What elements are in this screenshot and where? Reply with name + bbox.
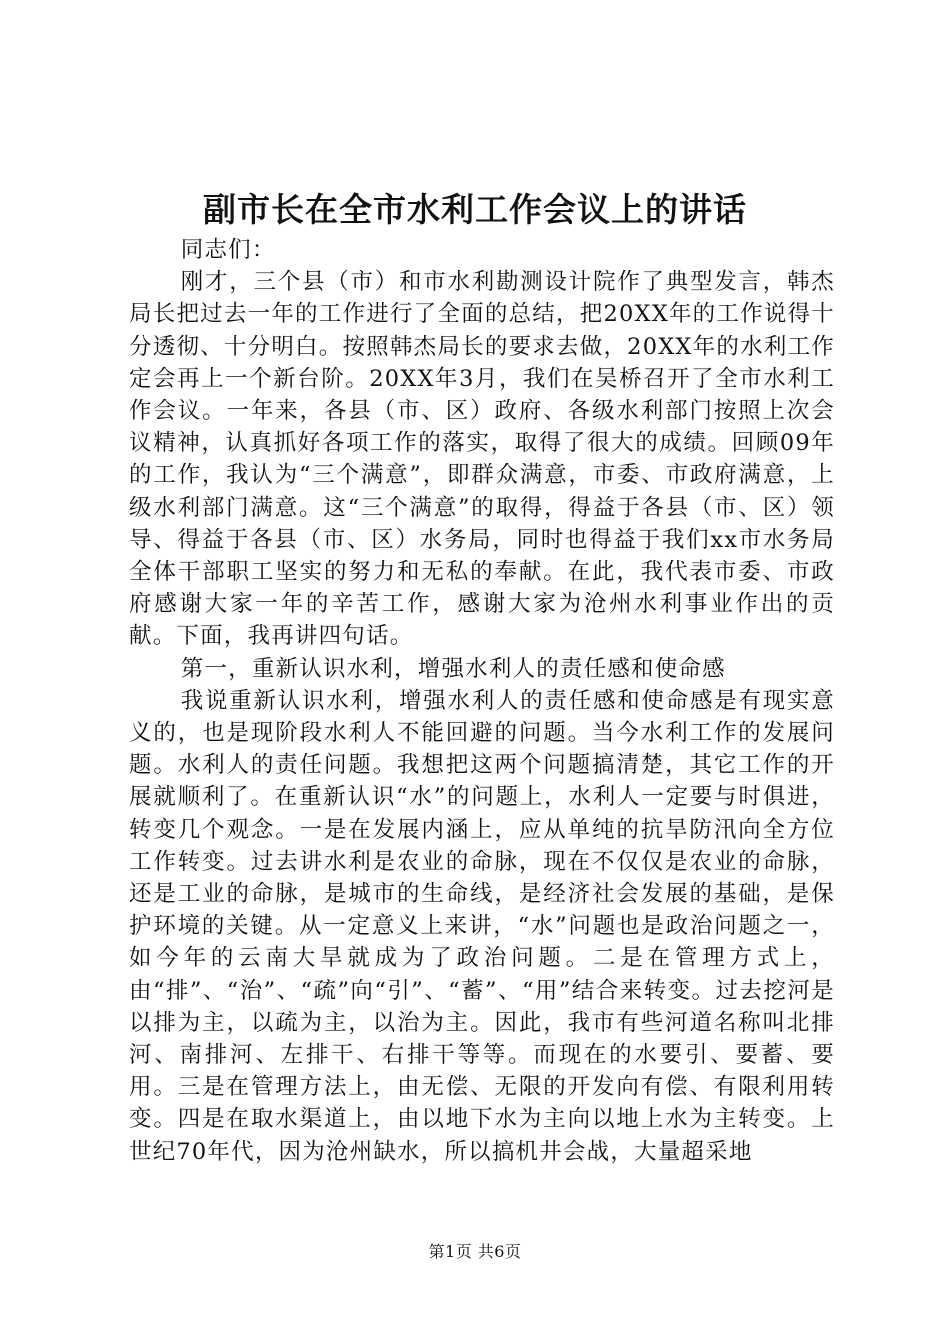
document-title: 副市长在全市水利工作会议上的讲话 [203,190,747,229]
document-body [129,234,835,1168]
section-heading: 第一，重新认识水利，增强水利人的责任感和使命感 [180,655,726,682]
page-number-footer: 第1页 共6页 [428,1242,522,1261]
body-paragraph: 我说重新认识水利，增强水利人的责任感和使命感是有现实意义的，也是现阶段水利人不能回避的问题。当今水利工作的发展问题。水利人的责任问题。我想把这两个问题搞清楚，其它工作的开展就顺利了。在重新认识“水”的问题上，水利人一定要与时俱进，转变几个观念。一是在发展内涵上，应从单纯的抗旱防汛向全方位工作转变。过去讲水利是农业的命脉，现在不仅仅是农业的命脉，还是工业的命脉，是城市的生命线，是经济社会发展的基础，是保护环境的关键。从一定意义上来讲，“水”问题也是政治问题之一，如今年的云南大旱就成为了政治问题。二是在管理方式上，由“排”、“治”、“疏”向“引”、“蓄”、“用”结合来转变。过去挖河是以排为主，以疏为主，以治为主。因此，我市有些河道名称叫北排河、南排河、左排干、右排干等等。而现在的水要引、要蓄、要用。三是在管理方法上，由无偿、无限的开发向有偿、有限利用转变。四是在取水渠道上，由以地下水为主向以地上水为主转变。上世纪70年代，因为沧州缺水，所以搞机井会战，大量超采地 [129,687,835,1165]
salutation-paragraph: 同志们： [180,237,276,263]
body-paragraph: 刚才，三个县（市）和市水利勘测设计院作了典型发言，韩杰局长把过去一年的工作进行了全面的总结，把20XX年的工作说得十分透彻、十分明白。按照韩杰局长的要求去做，20XX年的水利工作定会再上一个新台阶。20XX年3月，我们在吴桥召开了全市水利工作会议。一年来，各县（市、区）政府、各级水利部门按照上次会议精神，认真抓好各项工作的落实，取得了很大的成绩。回顾09年的工作，我认为“三个满意”，即群众满意，市委、市政府满意，上级水利部门满意。这“三个满意”的取得，得益于各县（市、区）领导、得益于各县（市、区）水务局，同时也得益于我们xx市水务局全体干部职工坚实的努力和无私的奉献。在此，我代表市委、市政府感谢大家一年的辛苦工作，感谢大家为沧州水利事业作出的贡献。下面，我再讲四句话。 [129,269,835,650]
